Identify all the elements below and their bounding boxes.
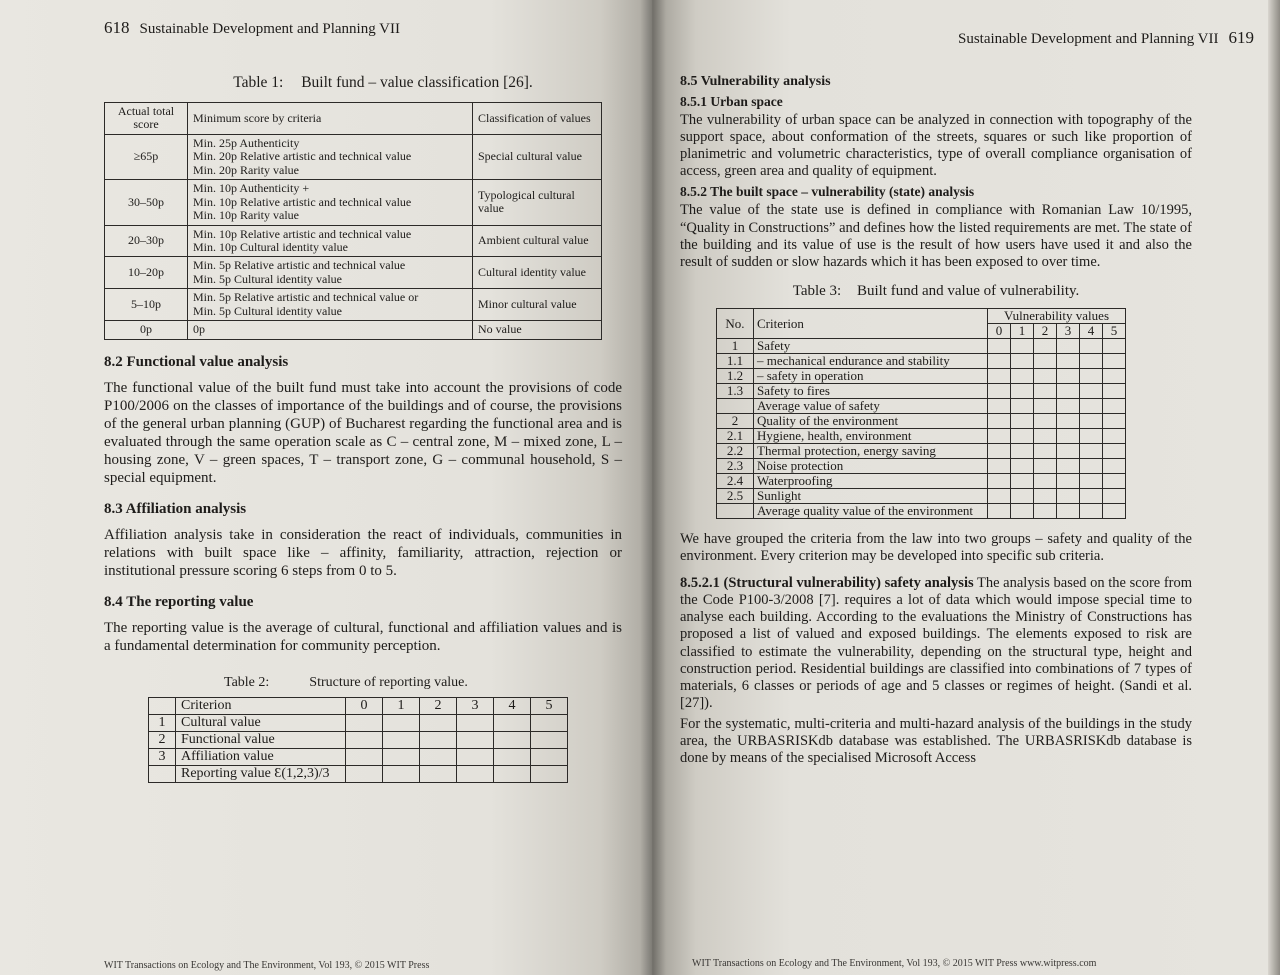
table1-classification: No value [473, 321, 602, 339]
table3-criterion: Noise protection [754, 458, 988, 473]
cell [346, 731, 383, 748]
cell [494, 748, 531, 765]
table3-no [717, 503, 754, 518]
table2-header-criterion: Criterion [176, 697, 346, 714]
table-row [149, 765, 568, 782]
table3-scale: 1 [1011, 323, 1034, 338]
table2-criterion: Functional value [176, 731, 346, 748]
cell [531, 714, 568, 731]
table1-score: 0p [105, 321, 188, 339]
cell [1011, 428, 1034, 443]
table3-no: 2.1 [717, 428, 754, 443]
criteria-line: 0p [193, 322, 205, 337]
cell [494, 714, 531, 731]
paragraph-8-5-2-1 [680, 575, 1192, 712]
cell [420, 731, 457, 748]
cell [1080, 353, 1103, 368]
criteria-line: Min. 20p Relative artistic and technical value [193, 149, 412, 164]
table3-header-values: Vulnerability values [988, 308, 1126, 323]
heading-8-5-2-1: 8.5.2.1 (Structural vulnerability) safety analysis [680, 575, 974, 592]
cell [457, 731, 494, 748]
table3-criterion: Hygiene, health, environment [754, 428, 988, 443]
cell [457, 748, 494, 765]
table-row [149, 731, 568, 748]
cell [383, 765, 420, 782]
table2-scale: 0 [346, 697, 383, 714]
table1-title: Built fund – value classification [26]. [301, 74, 533, 91]
table-row [717, 368, 1126, 383]
cell [1057, 383, 1080, 398]
heading-8-5: 8.5 Vulnerability analysis [680, 74, 831, 89]
left-running-title: Sustainable Development and Planning VII [139, 21, 401, 37]
cell [988, 503, 1011, 518]
cell [420, 765, 457, 782]
cell [1011, 398, 1034, 413]
cell [1034, 473, 1057, 488]
cell [988, 473, 1011, 488]
cell [346, 714, 383, 731]
table3-no: 1.1 [717, 353, 754, 368]
left-page-number: 618 [104, 18, 130, 37]
cell [457, 714, 494, 731]
cell [988, 368, 1011, 383]
right-page [652, 0, 1280, 975]
heading-8-2: 8.2 Functional value analysis [104, 353, 289, 370]
criteria-line: Min. 10p Cultural identity value [193, 239, 348, 254]
cell [1103, 368, 1126, 383]
criteria-line: Min. 5p Cultural identity value [193, 303, 342, 318]
table-row [105, 289, 602, 321]
table1-score: ≥65p [105, 134, 188, 179]
cell [1057, 353, 1080, 368]
criteria-line: Min. 10p Relative artistic and technical value [193, 194, 412, 209]
table1-header-classification: Classification of values [473, 103, 602, 135]
cell [1034, 398, 1057, 413]
table3-no: 2.2 [717, 443, 754, 458]
table2-num: 3 [149, 748, 176, 765]
table3-header-no: No. [717, 308, 754, 338]
criteria-line: Min. 5p Relative artistic and technical value or [193, 290, 419, 305]
table2-criterion: Cultural value [176, 714, 346, 731]
table3-no: 1.2 [717, 368, 754, 383]
criteria-line: Min. 10p Relative artistic and technical value [193, 226, 412, 241]
cell [1103, 503, 1126, 518]
table3-scale: 5 [1103, 323, 1126, 338]
cell [1103, 458, 1126, 473]
book-gutter [640, 0, 666, 975]
table2-criterion: Affiliation value [176, 748, 346, 765]
table2-scale: 1 [383, 697, 420, 714]
cell [1011, 503, 1034, 518]
cell [1103, 383, 1126, 398]
table3-no: 2 [717, 413, 754, 428]
cell [988, 383, 1011, 398]
cell [346, 748, 383, 765]
left-running-head [104, 18, 622, 38]
cell [346, 765, 383, 782]
table3-scale: 3 [1057, 323, 1080, 338]
cell [1034, 443, 1057, 458]
table-row [717, 488, 1126, 503]
cell [383, 714, 420, 731]
cell [1034, 368, 1057, 383]
cell [1034, 383, 1057, 398]
criteria-line: Min. 10p Rarity value [193, 208, 299, 223]
right-running-title: Sustainable Development and Planning VII [957, 31, 1219, 47]
table3-criterion: Safety [754, 338, 988, 353]
table-row [717, 503, 1126, 518]
cell [1034, 338, 1057, 353]
cell [420, 714, 457, 731]
table3-caption [680, 283, 1192, 300]
table-row [717, 428, 1126, 443]
table1-header-score: Actual total score [105, 103, 188, 135]
table3-header-criterion: Criterion [754, 308, 988, 338]
table-row [105, 321, 602, 339]
table3-vulnerability [716, 308, 1126, 519]
table-row [105, 225, 602, 257]
cell [1057, 503, 1080, 518]
left-footer: WIT Transactions on Ecology and The Environment, Vol 193, © 2015 WIT Press [104, 960, 430, 971]
table-row [717, 338, 1126, 353]
table-row [149, 748, 568, 765]
table3-no: 1.3 [717, 383, 754, 398]
cell [1011, 383, 1034, 398]
paragraph-groups: We have grouped the criteria from the law into two groups – safety and quality of the environment. Every criterion may be developed into specific sub criteria. [680, 530, 1192, 564]
cell [531, 748, 568, 765]
table-row [105, 134, 602, 179]
cell [1103, 473, 1126, 488]
cell [1057, 443, 1080, 458]
cell [1103, 398, 1126, 413]
cell [1103, 443, 1126, 458]
cell [1080, 428, 1103, 443]
table2-scale: 4 [494, 697, 531, 714]
heading-8-3: 8.3 Affiliation analysis [104, 500, 247, 517]
table2-title: Structure of reporting value. [309, 674, 468, 690]
cell [531, 765, 568, 782]
table3-no [717, 398, 754, 413]
table1-criteria [188, 289, 473, 321]
cell [1080, 413, 1103, 428]
cell [1011, 368, 1034, 383]
cell [1011, 473, 1034, 488]
table1-criteria [188, 257, 473, 289]
cell [1057, 428, 1080, 443]
right-page-number: 619 [1228, 28, 1254, 47]
cell [1080, 338, 1103, 353]
table3-criterion: Average value of safety [754, 398, 988, 413]
cell [1103, 428, 1126, 443]
criteria-line: Min. 5p Cultural identity value [193, 271, 342, 286]
cell [988, 413, 1011, 428]
cell [1057, 398, 1080, 413]
table-row [717, 353, 1126, 368]
table3-scale: 0 [988, 323, 1011, 338]
paragraph-8-2: The functional value of the built fund must take into account the provisions of code P100/2006 on the classes of importance of the buildings and of course, the provisions of the general urban planning (GUP) of Bucharest regarding the functional area and is evaluated through the same operation scale as C – central zone, M – mixed zone, L – housing zone, V – green spaces, T – transport zone, G – communal household, S – special equipment. [104, 379, 622, 486]
table3-scale: 2 [1034, 323, 1057, 338]
table3-no: 2.4 [717, 473, 754, 488]
cell [1057, 368, 1080, 383]
table-row [717, 398, 1126, 413]
table2-num [149, 765, 176, 782]
paragraph-8-3: Affiliation analysis take in consideration the react of individuals, communities in relations with built space like – affinity, familiarity, attraction, rejection or institutional pressure scoring 6 steps from 0 to 5. [104, 526, 622, 579]
cell [494, 731, 531, 748]
heading-8-4: 8.4 The reporting value [104, 593, 254, 610]
paragraph-8-5-1: The vulnerability of urban space can be analyzed in connection with topography of the support space, about conformation of the streets, squares or such like proportion of planimetric and volumetric characteristics, type of overall compliance organisation of access, green area and quality of equipment. [680, 112, 1192, 180]
criteria-line: Min. 5p Relative artistic and technical value [193, 258, 406, 273]
paragraph-8-5-2-1-text: The analysis based on the score from the Code P100-3/2008 [7]. requires a lot of data which would impose special time to analyse each building. According to the evaluations the Ministry of Constructions has proposed a list of valued and exposed buildings. The elements exposed to risk are classified to estimate the vulnerability, depending on the structural type, height and construction period. Residential buildings are classified into combinations of 7 types of materials, 6 classes or periods of age and 5 classes or regimes of height. (Sandi et al. [27]). [680, 575, 1193, 711]
cell [1034, 353, 1057, 368]
right-running-head [680, 28, 1254, 48]
table2-reporting-value [148, 697, 568, 783]
cell [988, 443, 1011, 458]
cell [1103, 353, 1126, 368]
table3-criterion: – mechanical endurance and stability [754, 353, 988, 368]
table-row [105, 180, 602, 225]
table3-label: Table 3: [792, 282, 842, 299]
table2-num: 1 [149, 714, 176, 731]
cell [1080, 368, 1103, 383]
cell [1103, 413, 1126, 428]
cell [1034, 503, 1057, 518]
cell [1057, 488, 1080, 503]
table3-criterion: – safety in operation [754, 368, 988, 383]
cell [1011, 443, 1034, 458]
table2-caption [224, 675, 622, 691]
cell [988, 428, 1011, 443]
table1-score: 5–10p [105, 289, 188, 321]
table2-scale: 3 [457, 697, 494, 714]
cell [1080, 503, 1103, 518]
cell [1080, 473, 1103, 488]
table3-no: 2.5 [717, 488, 754, 503]
table1-classification: Typological cultural value [473, 180, 602, 225]
cell [1011, 353, 1034, 368]
table1-value-classification [104, 102, 602, 340]
cell [1034, 428, 1057, 443]
cell [1080, 443, 1103, 458]
table-row [105, 257, 602, 289]
table-row [149, 714, 568, 731]
cell [1103, 338, 1126, 353]
table3-body [717, 338, 1126, 518]
right-footer: WIT Transactions on Ecology and The Environment, Vol 193, © 2015 WIT Press www.witpress.com [692, 958, 1097, 969]
table1-header-criteria: Minimum score by criteria [188, 103, 473, 135]
criteria-line: Min. 10p Authenticity + [193, 181, 310, 196]
cell [1057, 458, 1080, 473]
table-row [717, 443, 1126, 458]
table3-no: 2.3 [717, 458, 754, 473]
table1-score: 10–20p [105, 257, 188, 289]
table1-classification: Special cultural value [473, 134, 602, 179]
cell [988, 488, 1011, 503]
table1-score: 20–30p [105, 225, 188, 257]
table2-header-num [149, 697, 176, 714]
paragraph-8-4: The reporting value is the average of cultural, functional and affiliation values and is a fundamental determination for community perception. [104, 619, 622, 654]
table3-criterion: Sunlight [754, 488, 988, 503]
heading-8-5-1: 8.5.1 Urban space [680, 94, 783, 109]
cell [1034, 488, 1057, 503]
table-row [717, 458, 1126, 473]
table-row [717, 308, 1126, 323]
table1-classification: Minor cultural value [473, 289, 602, 321]
cell [1057, 338, 1080, 353]
table1-score: 30–50p [105, 180, 188, 225]
cell [1011, 488, 1034, 503]
page-edge [1268, 0, 1280, 975]
table1-criteria [188, 225, 473, 257]
cell [1034, 458, 1057, 473]
paragraph-urbasrisk: For the systematic, multi-criteria and multi-hazard analysis of the buildings in the study area, the URBASRISKdb database was established. The URBASRISKdb database is done by means of the specialised Microsoft Access [680, 715, 1192, 767]
table2-scale: 2 [420, 697, 457, 714]
criteria-line: Min. 25p Authenticity [193, 135, 300, 150]
cell [988, 458, 1011, 473]
table3-no: 1 [717, 338, 754, 353]
cell [420, 748, 457, 765]
cell [383, 731, 420, 748]
table3-criterion: Safety to fires [754, 383, 988, 398]
paragraph-8-5-2: The value of the state use is defined in compliance with Romanian Law 10/1995, “Quality in Constructions” and defines how the listed requirements are met. The state of the building and its value of use is the result of how users have used it and also the result of sudden or slow hazards which it has been exposed to over time. [680, 202, 1192, 270]
table3-criterion: Average quality value of the environment [754, 503, 988, 518]
cell [988, 398, 1011, 413]
cell [1057, 473, 1080, 488]
table2-criterion: Reporting value Ɛ(1,2,3)/3 [176, 765, 346, 782]
table-row [717, 473, 1126, 488]
table3-scale: 4 [1080, 323, 1103, 338]
table2-scale: 5 [531, 697, 568, 714]
cell [1011, 338, 1034, 353]
cell [1080, 488, 1103, 503]
cell [1011, 413, 1034, 428]
table1-classification: Cultural identity value [473, 257, 602, 289]
cell [1011, 458, 1034, 473]
cell [531, 731, 568, 748]
cell [1080, 398, 1103, 413]
cell [383, 748, 420, 765]
cell [1034, 413, 1057, 428]
table3-criterion: Waterproofing [754, 473, 988, 488]
cell [1103, 488, 1126, 503]
table1-label: Table 1: [233, 74, 284, 91]
heading-8-5-2: 8.5.2 The built space – vulnerability (state) analysis [680, 184, 975, 200]
cell [1080, 383, 1103, 398]
table2-num: 2 [149, 731, 176, 748]
table1-caption [144, 74, 622, 92]
table-row [717, 383, 1126, 398]
table-row [717, 413, 1126, 428]
table1-classification: Ambient cultural value [473, 225, 602, 257]
table2-label: Table 2: [224, 674, 270, 690]
table3-title: Built fund and value of vulnerability. [856, 282, 1080, 299]
table-row [149, 697, 568, 714]
cell [1057, 413, 1080, 428]
criteria-line: Min. 20p Rarity value [193, 162, 299, 177]
cell [494, 765, 531, 782]
table1-criteria [188, 321, 473, 339]
table3-criterion: Quality of the environment [754, 413, 988, 428]
cell [988, 338, 1011, 353]
cell [1080, 458, 1103, 473]
table1-criteria [188, 180, 473, 225]
cell [457, 765, 494, 782]
table3-criterion: Thermal protection, energy saving [754, 443, 988, 458]
cell [988, 353, 1011, 368]
table1-criteria [188, 134, 473, 179]
